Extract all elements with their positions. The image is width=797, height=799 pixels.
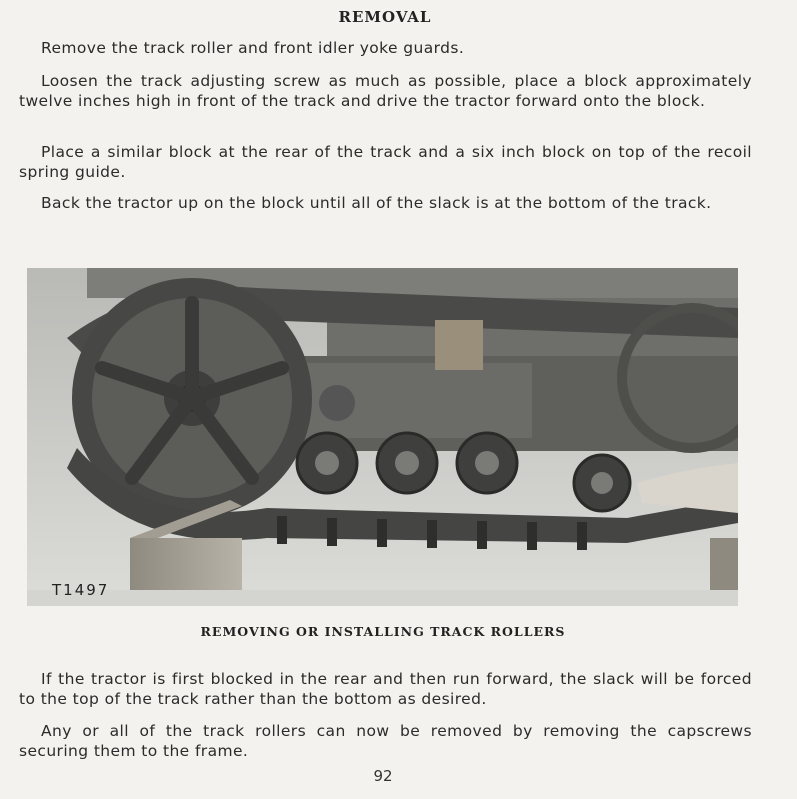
figure-caption: REMOVING OR INSTALLING TRACK ROLLERS: [200, 624, 566, 639]
track-roller-illustration: [27, 268, 738, 606]
paragraph-back-tractor: Back the tractor up on the block until all of the slack is at the bottom of the track.: [41, 194, 712, 212]
section-heading: REMOVAL: [338, 8, 432, 26]
paragraph-remove-rollers: Any or all of the track rollers can now be removed by removing the capscrews securing them to the frame.: [19, 722, 752, 760]
figure-code: T1497: [52, 581, 110, 599]
paragraph-remove-guards: Remove the track roller and front idler yoke guards.: [41, 39, 465, 57]
paragraph-rear-block: Place a similar block at the rear of the track and a six inch block on top of the recoil spring guide.: [19, 143, 752, 181]
paragraph-slack-warning: If the tractor is first blocked in the rear and then run forward, the slack will be forced to the top of the track rather than the bottom as desired.: [19, 670, 752, 708]
paragraph-loosen-screw: Loosen the track adjusting screw as much as possible, place a block approximately twelve inches high in front of the track and drive the tractor forward onto the block.: [19, 72, 752, 110]
track-roller-photo: [27, 268, 738, 606]
page-number: 92: [373, 767, 393, 785]
